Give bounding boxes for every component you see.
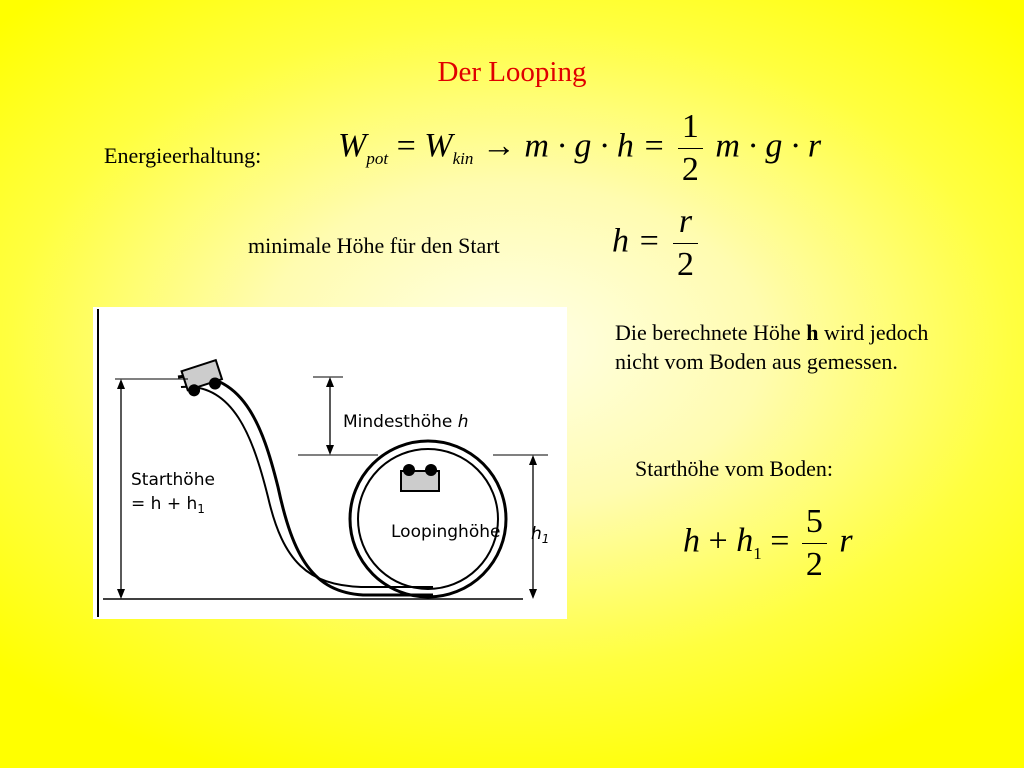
w-kin: $W_{kin}$	[424, 127, 474, 169]
energy-equation	[338, 110, 821, 187]
start-label-line1: Starthöhe	[131, 470, 215, 490]
fraction-one-half: $\frac{1}{2}$	[678, 110, 703, 187]
arrow-symbol: →	[481, 127, 516, 165]
energy-lhs: m · g · h =	[524, 127, 666, 165]
bold-h: h	[806, 320, 819, 345]
equals-sign: =	[396, 127, 416, 165]
min-height-lhs: h =	[612, 222, 661, 260]
looping-label: Loopinghöhe	[391, 522, 501, 542]
fraction-five-half: $\frac{5}{2}$	[802, 505, 827, 582]
looping-diagram-svg	[93, 307, 567, 619]
looping-diagram	[93, 307, 567, 619]
min-height-label: minimale Höhe für den Start	[248, 233, 500, 258]
start-height-equation: $h + h_1$ = $\frac{5}{2}$ r	[683, 503, 853, 583]
min-height-equation	[612, 205, 702, 282]
track-outer	[178, 376, 433, 595]
fraction-r-half: $\frac{r}{2}$	[673, 205, 698, 282]
car-loop-top	[401, 464, 439, 491]
energy-label: Energieerhaltung:	[104, 143, 262, 168]
start-height-label: Starthöhe vom Boden:	[635, 456, 833, 481]
start-label-line2: = $h + h_1$	[131, 494, 205, 516]
slide-title: Der Looping	[437, 56, 587, 88]
energy-rhs: m · g · r	[715, 127, 822, 165]
mindest-label: Mindesthöhe h	[343, 412, 469, 432]
description-text: Die berechnete Höhe h wird jedoch nicht vom Boden aus gemessen.	[615, 320, 929, 374]
w-pot: $W_{pot}$	[338, 127, 389, 169]
loop-outer	[350, 441, 506, 597]
looping-var: $h_1$	[531, 524, 550, 546]
